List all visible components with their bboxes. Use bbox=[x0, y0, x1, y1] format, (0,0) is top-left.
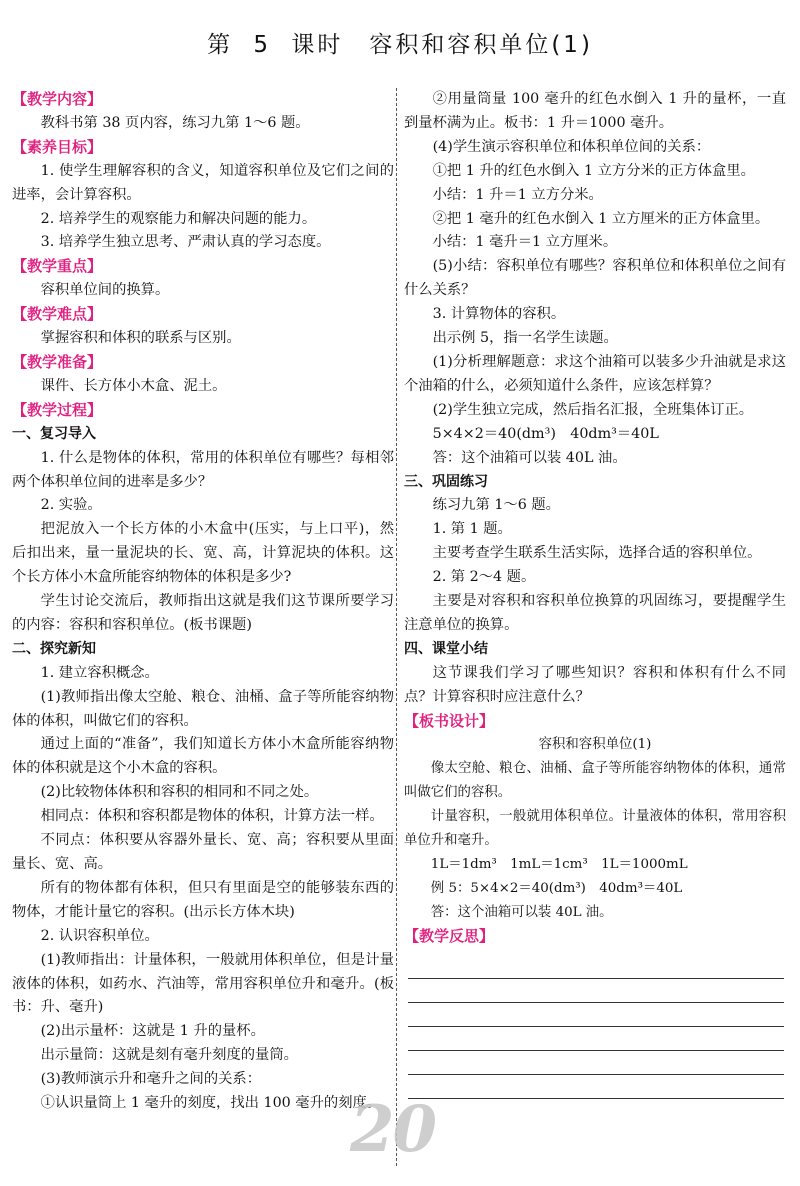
section-summary: 四、课堂小结 bbox=[404, 640, 488, 657]
heading-board: 【板书设计】 bbox=[404, 711, 495, 730]
paragraph: 1. 建立容积概念。 bbox=[40, 664, 159, 681]
paragraph: 出示量筒：这就是刻有毫升刻度的量筒。 bbox=[40, 1047, 298, 1064]
difficult-text: 掌握容积和体积的联系与区别。 bbox=[40, 330, 241, 347]
paragraph: (4)学生演示容积单位和体积单位间的关系： bbox=[432, 138, 711, 155]
left-column bbox=[12, 88, 394, 1116]
heading-content: 【教学内容】 bbox=[12, 90, 103, 108]
section-explore: 二、探究新知 bbox=[12, 640, 96, 657]
paragraph: (2)比较物体体积和容积的相同和不同之处。 bbox=[40, 784, 319, 801]
heading-goals: 【素养目标】 bbox=[12, 137, 103, 156]
paragraph: (1)教师指出像太空舱、粮仓、油桶、盒子等所能容纳物体的体积，叫做它们的容积。 bbox=[12, 688, 394, 729]
paragraph: 通过上面的“准备”，我们知道长方体小木盒所能容纳物体的体积就是这个小木盒的容积。 bbox=[12, 736, 394, 777]
column-divider bbox=[396, 88, 397, 1166]
writing-line bbox=[408, 1003, 784, 1027]
paragraph: 2. 第 2～4 题。 bbox=[432, 569, 536, 586]
board-line: 像太空舱、粮仓、油桶、盒子等所能容纳物体的体积，通常叫做它们的容积。 bbox=[404, 761, 786, 801]
paragraph: 2. 认识容积单位。 bbox=[40, 927, 159, 944]
paragraph: (5)小结：容积单位有哪些？容积单位和体积单位之间有什么关系？ bbox=[404, 258, 786, 299]
paragraph: 学生讨论交流后，教师指出这就是我们这节课所要学习的内容：容积和容积单位。(板书课题) bbox=[12, 593, 394, 633]
goal-2: 2. 培养学生的观察能力和解决问题的能力。 bbox=[40, 210, 317, 227]
writing-line bbox=[408, 1075, 784, 1099]
section-review: 一、复习导入 bbox=[12, 425, 96, 442]
board-line: 例 5：5×4×2＝40(dm³) 40dm³＝40L bbox=[430, 881, 683, 897]
paragraph: (1)分析理解题意：求这个油箱可以装多少升油就是求这个油箱的什么，必须知道什么条件，应该怎样算？ bbox=[404, 353, 786, 394]
paragraph: 答：这个油箱可以装 40L 油。 bbox=[432, 449, 627, 466]
paragraph: 不同点：体积要从容器外量长、宽、高；容积要从里面量长、宽、高。 bbox=[12, 832, 394, 872]
paragraph: 练习九第 1～6 题。 bbox=[432, 497, 560, 514]
paragraph: 所有的物体都有体积，但只有里面是空的能够装东西的物体，才能计量它的容积。(出示长方体木块) bbox=[12, 879, 394, 920]
right-column bbox=[404, 88, 786, 1099]
key-text: 容积单位间的换算。 bbox=[40, 282, 170, 299]
writing-line bbox=[408, 1027, 784, 1051]
heading-reflection: 【教学反思】 bbox=[404, 927, 495, 946]
paragraph: 1. 什么是物体的体积，常用的体积单位有哪些？每相邻两个体积单位间的进率是多少？ bbox=[12, 449, 394, 490]
paragraph: 小结：1 毫升＝1 立方厘米。 bbox=[432, 234, 618, 251]
paragraph: ①认识量筒上 1 毫升的刻度，找出 100 毫升的刻度。 bbox=[40, 1095, 382, 1112]
paragraph: (2)学生独立完成，然后指名汇报，全班集体订正。 bbox=[432, 401, 754, 418]
paragraph: (3)教师演示升和毫升之间的关系： bbox=[40, 1071, 262, 1088]
reflection-lines bbox=[404, 955, 786, 1099]
board-line: 计量容积，一般就用体积单位。计量液体的体积，常用容积单位升和毫升。 bbox=[404, 809, 786, 849]
paragraph: 主要考查学生联系生活实际，选择合适的容积单位。 bbox=[432, 545, 762, 562]
board-title: 容积和容积单位(1) bbox=[538, 737, 652, 753]
paragraph: (1)教师指出：计量体积，一般就用体积单位，但是计量液体的体积，如药水、汽油等，常用容积单位升和毫升。(板书：升、毫升) bbox=[12, 951, 394, 1016]
paragraph: ②用量筒量 100 毫升的红色水倒入 1 升的量杯，一直到量杯满为止。板书：1 升＝1000 毫升。 bbox=[404, 91, 786, 131]
content-text: 教科书第 38 页内容，练习九第 1～6 题。 bbox=[40, 114, 310, 131]
page-number: 20 bbox=[350, 1092, 436, 1167]
board-design bbox=[404, 733, 786, 925]
goal-1: 1. 使学生理解容积的含义，知道容积单位及它们之间的进率，会计算容积。 bbox=[12, 162, 394, 203]
board-line: 1L＝1dm³ 1mL＝1cm³ 1L＝1000mL bbox=[430, 857, 688, 873]
paragraph: 相同点：体积和容积都是物体的体积，计算方法一样。 bbox=[40, 808, 384, 825]
paragraph: 把泥放入一个长方体的小木盒中(压实，与上口平)，然后扣出来，量一量泥块的长、宽、高，计算泥块的体积。这个长方体小木盒所能容纳物体的体积是多少? bbox=[12, 521, 394, 586]
section-practice: 三、巩固练习 bbox=[404, 473, 488, 490]
page-title: 第 5 课时 容积和容积单位(1) bbox=[207, 32, 593, 58]
writing-line bbox=[408, 955, 784, 979]
heading-difficult: 【教学难点】 bbox=[12, 305, 103, 324]
heading-prep: 【教学准备】 bbox=[12, 352, 103, 371]
board-line: 答：这个油箱可以装 40L 油。 bbox=[430, 905, 613, 921]
paragraph: 主要是对容积和容积单位换算的巩固练习，要提醒学生注意单位的换算。 bbox=[404, 593, 786, 633]
paragraph: 2. 实验。 bbox=[40, 497, 102, 514]
paragraph: (2)出示量杯：这就是 1 升的量杯。 bbox=[40, 1023, 265, 1040]
prep-text: 课件、长方体小木盒、泥土。 bbox=[40, 377, 227, 394]
paragraph: 3. 计算物体的容积。 bbox=[432, 306, 566, 323]
writing-line bbox=[408, 979, 784, 1003]
formula: 5×4×2＝40(dm³) 40dm³＝40L bbox=[432, 425, 659, 442]
heading-key: 【教学重点】 bbox=[12, 257, 103, 276]
paragraph: 这节课我们学习了哪些知识？容积和体积有什么不同点？计算容积时应注意什么？ bbox=[404, 664, 786, 705]
paragraph: 出示例 5，指一名学生读题。 bbox=[432, 330, 618, 347]
paragraph: 小结：1 升＝1 立方分米。 bbox=[432, 186, 603, 203]
writing-line bbox=[408, 1051, 784, 1075]
paragraph: ②把 1 毫升的红色水倒入 1 立方厘米的正方体盒里。 bbox=[432, 210, 770, 227]
goal-3: 3. 培养学生独立思考、严肃认真的学习态度。 bbox=[40, 234, 331, 251]
paragraph: 1. 第 1 题。 bbox=[432, 521, 512, 538]
paragraph: ①把 1 升的红色水倒入 1 立方分米的正方体盒里。 bbox=[432, 162, 755, 179]
heading-process: 【教学过程】 bbox=[12, 400, 103, 419]
